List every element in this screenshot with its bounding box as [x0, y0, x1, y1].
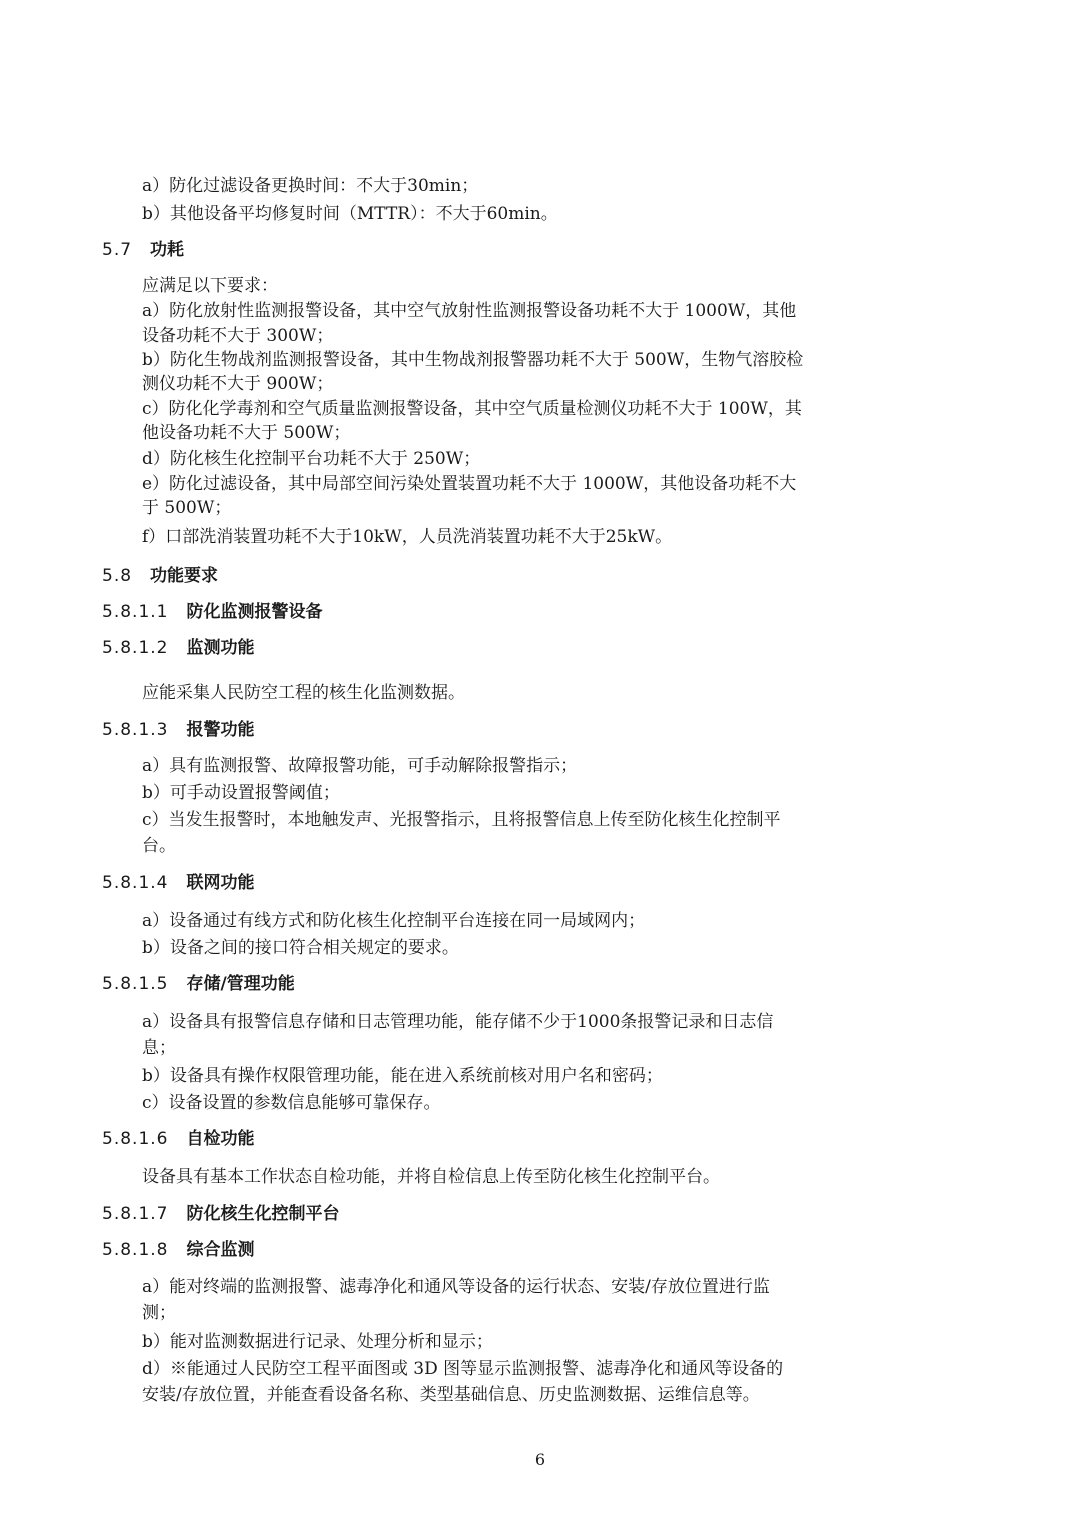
list-item: a）设备具有报警信息存储和日志管理功能，能存储不少于1000条报警记录和日志信 — [142, 1012, 774, 1032]
section-heading — [102, 1202, 339, 1226]
list-item-continuation: 他设备功耗不大于 500W； — [142, 423, 351, 443]
section-title: 功耗 — [150, 240, 185, 260]
list-item-continuation: 台。 — [142, 836, 176, 856]
list-item: b）防化生物战剂监测报警设备，其中生物战剂报警器功耗不大于 500W，生物气溶胶检 — [142, 350, 804, 370]
section-title: 联网功能 — [186, 873, 255, 893]
paragraph: 设备具有基本工作状态自检功能，并将自检信息上传至防化核生化控制平台。 — [142, 1167, 720, 1187]
section-number: 5.8.1.3 — [102, 720, 169, 740]
list-item: f）口部洗消装置功耗不大于10kW，人员洗消装置功耗不大于25kW。 — [142, 527, 673, 547]
section-title: 监测功能 — [186, 638, 255, 658]
list-item-continuation: 测； — [142, 1303, 176, 1323]
section-heading — [102, 972, 295, 996]
section-heading — [102, 1238, 254, 1262]
section-number: 5.7 — [102, 240, 133, 260]
list-item: d）防化核生化控制平台功耗不大于 250W； — [142, 449, 481, 469]
list-item-continuation: 于 500W； — [142, 498, 232, 518]
section-heading — [102, 1127, 254, 1151]
section-number: 5.8.1.1 — [102, 602, 169, 622]
section-number: 5.8.1.7 — [102, 1204, 169, 1224]
list-item: a）设备通过有线方式和防化核生化控制平台连接在同一局域网内； — [142, 911, 646, 931]
section-number: 5.8.1.5 — [102, 974, 169, 994]
section-title: 防化监测报警设备 — [186, 602, 323, 622]
list-item-continuation: 息； — [142, 1038, 176, 1058]
list-item: a）防化放射性监测报警设备，其中空气放射性监测报警设备功耗不大于 1000W，其他 — [142, 301, 797, 321]
section-title: 自检功能 — [186, 1129, 255, 1149]
list-item: e）防化过滤设备，其中局部空间污染处置装置功耗不大于 1000W，其他设备功耗不大 — [142, 474, 797, 494]
section-title: 防化核生化控制平台 — [186, 1204, 340, 1224]
list-item-continuation: 测仪功耗不大于 900W； — [142, 374, 334, 394]
section-number: 5.8.1.2 — [102, 638, 169, 658]
section-heading — [102, 600, 322, 624]
section-heading — [102, 564, 218, 588]
list-item: b）可手动设置报警阈值； — [142, 783, 340, 803]
list-item: a）能对终端的监测报警、滤毒净化和通风等设备的运行状态、安装/存放位置进行监 — [142, 1277, 770, 1297]
list-item: a）具有监测报警、故障报警功能，可手动解除报警指示； — [142, 756, 578, 776]
list-item: b）能对监测数据进行记录、处理分析和显示； — [142, 1332, 493, 1352]
section-number: 5.8.1.4 — [102, 873, 169, 893]
list-item: c）当发生报警时，本地触发声、光报警指示，且将报警信息上传至防化核生化控制平 — [142, 810, 781, 830]
list-item: b）其他设备平均修复时间（MTTR）：不大于60min。 — [142, 204, 558, 224]
section-title: 报警功能 — [186, 720, 255, 740]
section-number: 5.8.1.8 — [102, 1240, 169, 1260]
list-item: c）防化化学毒剂和空气质量监测报警设备，其中空气质量检测仪功耗不大于 100W，其 — [142, 399, 802, 419]
section-heading — [102, 636, 254, 660]
paragraph: 应满足以下要求： — [142, 276, 278, 296]
list-item: a）防化过滤设备更换时间：不大于30min； — [142, 176, 479, 196]
paragraph: 应能采集人民防空工程的核生化监测数据。 — [142, 683, 465, 703]
section-title: 综合监测 — [186, 1240, 255, 1260]
section-number: 5.8 — [102, 566, 133, 586]
list-item-continuation: 安装/存放位置，并能查看设备名称、类型基础信息、历史监测数据、运维信息等。 — [142, 1385, 760, 1405]
page-number: 6 — [534, 1450, 546, 1469]
list-item: b）设备之间的接口符合相关规定的要求。 — [142, 938, 459, 958]
section-heading — [102, 871, 254, 895]
section-title: 功能要求 — [150, 566, 219, 586]
list-item: c）设备设置的参数信息能够可靠保存。 — [142, 1093, 441, 1113]
section-number: 5.8.1.6 — [102, 1129, 169, 1149]
list-item: b）设备具有操作权限管理功能，能在进入系统前核对用户名和密码； — [142, 1066, 663, 1086]
section-title: 存储/管理功能 — [186, 974, 295, 994]
section-heading — [102, 238, 184, 262]
list-item-continuation: 设备功耗不大于 300W； — [142, 326, 334, 346]
list-item: d）※能通过人民防空工程平面图或 3D 图等显示监测报警、滤毒净化和通风等设备的 — [142, 1359, 784, 1379]
section-heading — [102, 718, 254, 742]
